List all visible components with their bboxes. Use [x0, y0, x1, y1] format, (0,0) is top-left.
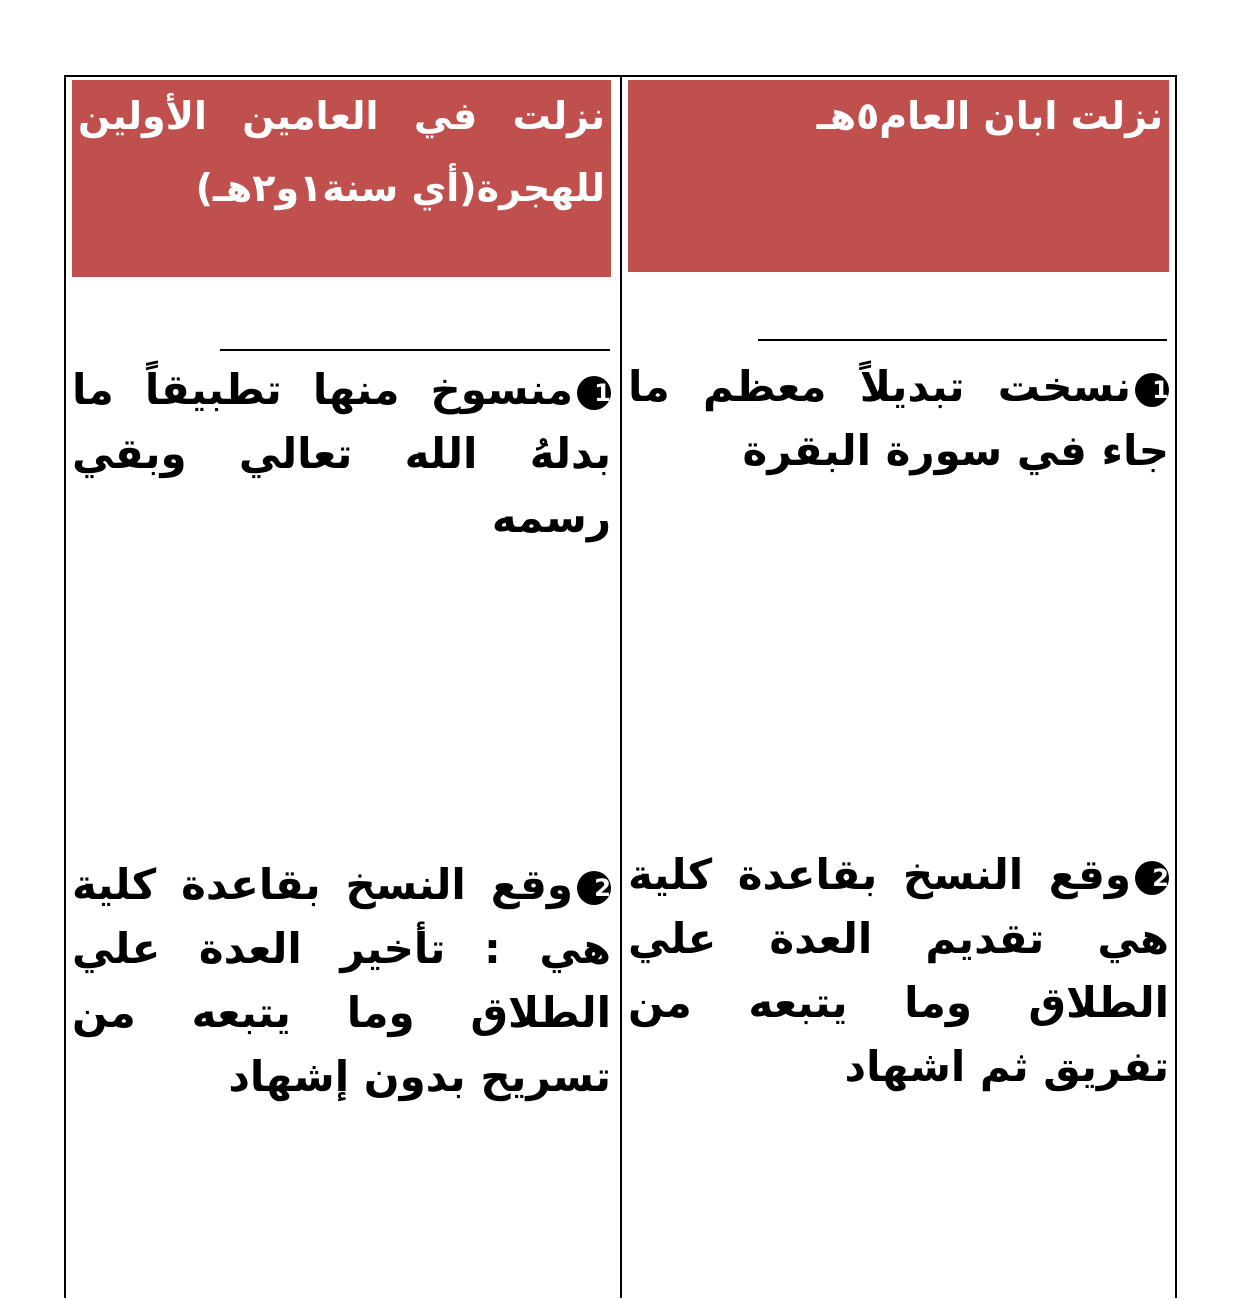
- left-header-word-1: نزلت: [512, 94, 605, 138]
- left-header-word-3: العامين: [242, 94, 379, 138]
- left-item-1-text: منسوخ منها تطبيقاً ما بدلهُ الله تعالي وبقي رسمه: [72, 365, 611, 542]
- table-divider: [620, 75, 622, 1298]
- left-item-2-text: وقع النسخ بقاعدة كلية هي : تأخير العدة علي الطلاق وما يتبعه من تسريح بدون إشهاد: [72, 860, 611, 1101]
- left-column-rule: [220, 349, 610, 351]
- right-item-1: [628, 355, 1169, 483]
- table-border-right: [1175, 75, 1177, 1298]
- number-circle-icon: 1: [1135, 373, 1169, 407]
- left-header-line-1: [78, 80, 605, 152]
- table-border-left: [64, 75, 66, 1298]
- right-item-2-text: وقع النسخ بقاعدة كلية هي تقديم العدة علي الطلاق وما يتبعه من تفريق ثم اشهاد: [628, 850, 1169, 1091]
- number-circle-icon: 2: [1135, 861, 1169, 895]
- number-circle-icon: 2: [577, 871, 611, 905]
- right-header-text: نزلت ابان العام٥هـ: [816, 94, 1163, 138]
- left-header-line-2: للهجرة(أي سنة١و٢هـ): [195, 166, 605, 210]
- right-column-header: [628, 80, 1169, 272]
- right-column-rule: [758, 339, 1167, 341]
- left-header-word-4: الأولين: [78, 94, 207, 138]
- right-item-2: [628, 843, 1169, 1099]
- left-header-word-2: في: [413, 94, 478, 138]
- left-item-1: [72, 358, 611, 550]
- left-column-header: [72, 80, 611, 277]
- number-circle-icon: 1: [577, 376, 611, 410]
- left-item-2: [72, 853, 611, 1109]
- right-item-1-text: نسخت تبديلاً معظم ما جاء في سورة البقرة: [628, 362, 1169, 475]
